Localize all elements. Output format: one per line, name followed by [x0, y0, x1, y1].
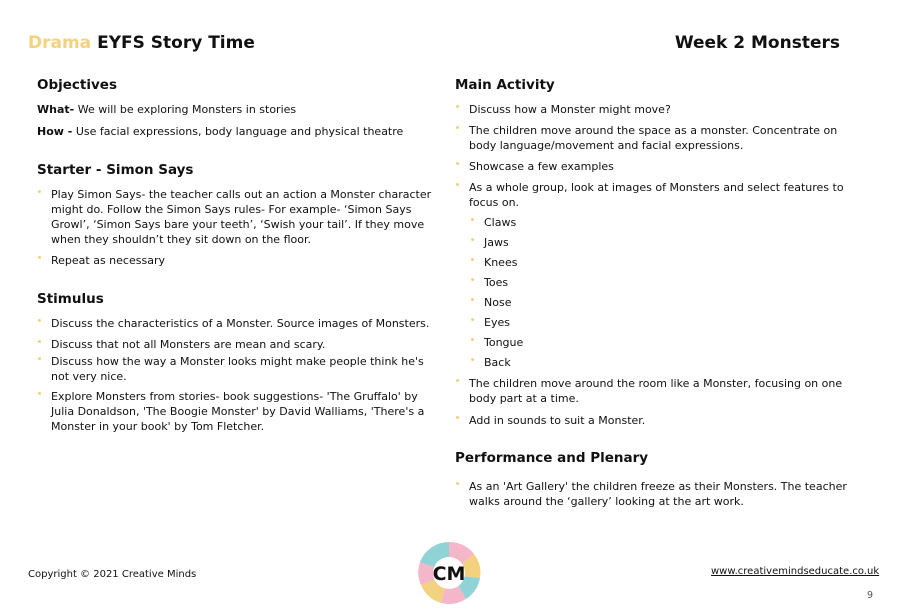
- main-activity-list-end: [455, 376, 855, 428]
- week-title: Week 2 Monsters: [674, 33, 840, 53]
- starter-list: [37, 187, 437, 268]
- feature-item: Nose: [455, 295, 855, 310]
- list-item: As an 'Art Gallery' the children freeze as their Monsters. The teacher walks around the ‘gallery’ looking at the art work.: [455, 479, 855, 509]
- objective-how: [37, 124, 437, 139]
- feature-item: Back: [455, 355, 855, 370]
- list-item: The children move around the space as a monster. Concentrate on body language/movement and facial expressions.: [455, 123, 855, 153]
- plenary-list: [455, 479, 855, 509]
- what-label: What-: [37, 103, 75, 116]
- list-item: Discuss how the way a Monster looks might make people think he's not very nice.: [37, 354, 437, 384]
- feature-item: Claws: [455, 215, 855, 230]
- right-column: [455, 77, 855, 509]
- what-text: We will be exploring Monsters in stories: [77, 103, 297, 116]
- objectives-heading: Objectives: [37, 77, 117, 93]
- main-activity-heading: Main Activity: [455, 77, 555, 93]
- list-item: The children move around the room like a Monster, focusing on one body part at a time.: [455, 376, 855, 406]
- stimulus-heading: Stimulus: [37, 291, 104, 307]
- feature-item: Toes: [455, 275, 855, 290]
- left-column: [37, 77, 437, 434]
- logo-text: CM: [432, 563, 466, 585]
- main-activity-list: [455, 102, 855, 210]
- document-title: [28, 33, 255, 53]
- title-main: EYFS Story Time: [97, 33, 255, 53]
- creative-minds-logo: [416, 540, 482, 606]
- title-accent: Drama: [28, 33, 92, 53]
- feature-item: Jaws: [455, 235, 855, 250]
- feature-item: Tongue: [455, 335, 855, 350]
- list-item: Showcase a few examples: [455, 159, 855, 174]
- website-link[interactable]: www.creativemindseducate.co.uk: [711, 566, 880, 577]
- how-label: How -: [37, 125, 73, 138]
- plenary-heading: Performance and Plenary: [455, 450, 649, 466]
- list-item: Explore Monsters from stories- book suggestions- 'The Gruffalo' by Julia Donaldson, 'The Boogie Monster' by David Walliams, 'There's a Monster in your book' by Tom Fletcher.: [37, 389, 437, 434]
- stimulus-list: [37, 316, 437, 434]
- how-text: Use facial expressions, body language and physical theatre: [75, 125, 404, 138]
- objective-what: [37, 102, 437, 117]
- list-item: Add in sounds to suit a Monster.: [455, 413, 855, 428]
- list-item: Discuss the characteristics of a Monster. Source images of Monsters.: [37, 316, 437, 331]
- copyright: Copyright © 2021 Creative Minds: [28, 569, 197, 580]
- feature-item: Knees: [455, 255, 855, 270]
- features-list: [455, 215, 855, 370]
- list-item: Discuss how a Monster might move?: [455, 102, 855, 117]
- feature-item: Eyes: [455, 315, 855, 330]
- list-item: Play Simon Says- the teacher calls out an action a Monster character might do. Follow the Simon Says rules- For example- ‘Simon Says Growl’, ‘Simon Says bare your teeth’, ‘Swish your tail’. If they move when they shouldn’t they sit down on the floor.: [37, 187, 437, 247]
- list-item: Repeat as necessary: [37, 253, 437, 268]
- list-item: Discuss that not all Monsters are mean and scary.: [37, 337, 437, 352]
- page-number: 9: [867, 590, 874, 601]
- list-item: As a whole group, look at images of Monsters and select features to focus on.: [455, 180, 855, 210]
- starter-heading: Starter - Simon Says: [37, 162, 194, 178]
